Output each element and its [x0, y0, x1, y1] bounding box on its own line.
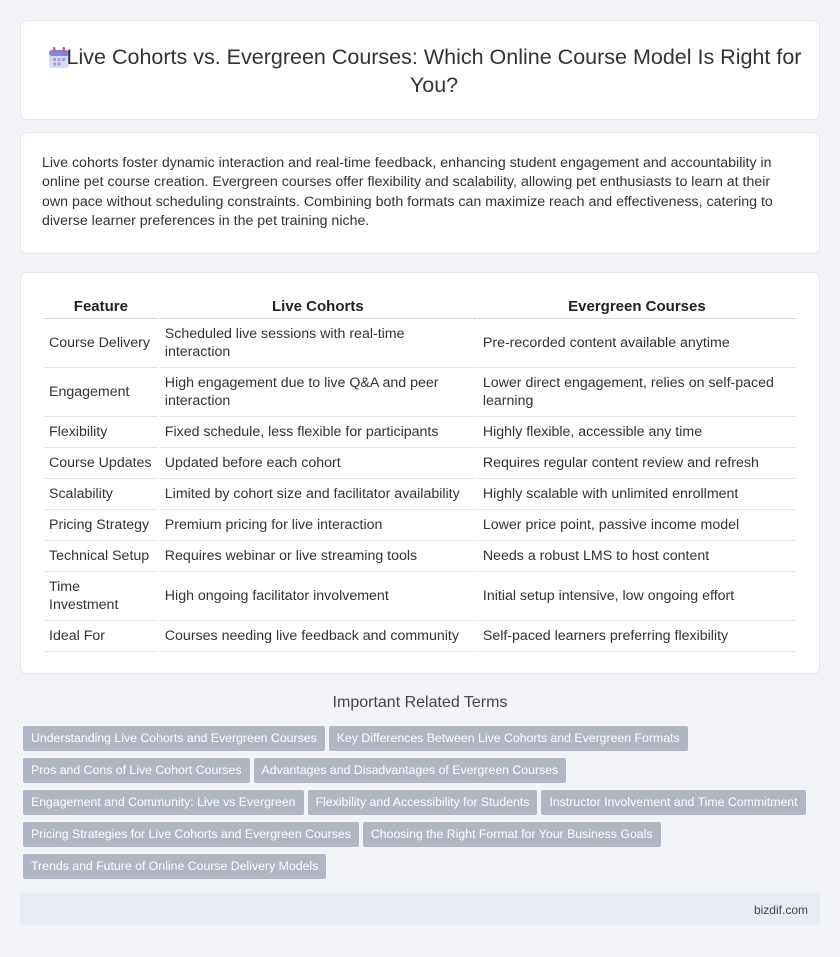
table-row: [44, 368, 796, 417]
tag-row: [23, 822, 813, 854]
related-term-tag[interactable]: Understanding Live Cohorts and Evergreen Courses: [23, 726, 325, 751]
table-row: [44, 319, 796, 368]
live-cohorts-cell: Courses needing live feedback and community: [160, 621, 476, 652]
feature-cell: Scalability: [44, 479, 158, 510]
evergreen-cell: Lower price point, passive income model: [478, 510, 796, 541]
evergreen-cell: Self-paced learners preferring flexibility: [478, 621, 796, 652]
related-term-tag[interactable]: Flexibility and Accessibility for Students: [308, 790, 538, 815]
table-row: [44, 448, 796, 479]
feature-cell: Time Investment: [44, 572, 158, 621]
evergreen-cell: Requires regular content review and refresh: [478, 448, 796, 479]
related-term-tag[interactable]: Pricing Strategies for Live Cohorts and Evergreen Courses: [23, 822, 359, 847]
intro-paragraph: Live cohorts foster dynamic interaction and real-time feedback, enhancing student engagement and accountability in online pet course creation. Evergreen courses offer flexibility and scalability, allowing pet enthusiasts to learn at their own pace without scheduling constraints. Combining both formats can maximize reach and effectiveness, catering to diverse learner preferences in the pet training niche.: [42, 155, 773, 230]
tag-row: [23, 758, 813, 790]
live-cohorts-cell: High engagement due to live Q&A and peer interaction: [160, 368, 476, 417]
tag-row: [23, 726, 813, 758]
related-term-tag[interactable]: Instructor Involvement and Time Commitment: [541, 790, 805, 815]
live-cohorts-cell: Updated before each cohort: [160, 448, 476, 479]
related-term-tag[interactable]: Key Differences Between Live Cohorts and Evergreen Formats: [329, 726, 688, 751]
table-row: [44, 510, 796, 541]
evergreen-cell: Highly flexible, accessible any time: [478, 417, 796, 448]
related-term-tag[interactable]: Engagement and Community: Live vs Evergreen: [23, 790, 304, 815]
comparison-table: [42, 295, 798, 652]
related-term-tag[interactable]: Pros and Cons of Live Cohort Courses: [23, 758, 250, 783]
header-evergreen-courses: Evergreen Courses: [478, 295, 796, 319]
evergreen-cell: Lower direct engagement, relies on self-paced learning: [478, 368, 796, 417]
tag-row: [23, 854, 813, 886]
related-term-tag[interactable]: Choosing the Right Format for Your Business Goals: [363, 822, 661, 847]
related-terms-list: [23, 726, 813, 886]
evergreen-cell: Pre-recorded content available anytime: [478, 319, 796, 368]
feature-cell: Technical Setup: [44, 541, 158, 572]
evergreen-cell: Needs a robust LMS to host content: [478, 541, 796, 572]
feature-cell: Flexibility: [44, 417, 158, 448]
tag-row: [23, 790, 813, 822]
live-cohorts-cell: High ongoing facilitator involvement: [160, 572, 476, 621]
comparison-card: [20, 272, 820, 674]
title-card: [20, 20, 820, 120]
live-cohorts-cell: Fixed schedule, less flexible for participants: [160, 417, 476, 448]
table-row: [44, 417, 796, 448]
page-title: Live Cohorts vs. Evergreen Courses: Which Online Course Model Is Right for You?: [66, 45, 802, 97]
header-live-cohorts: Live Cohorts: [160, 295, 476, 319]
table-row: [44, 572, 796, 621]
header-feature: Feature: [44, 295, 158, 319]
feature-cell: Course Delivery: [44, 319, 158, 368]
live-cohorts-cell: Limited by cohort size and facilitator availability: [160, 479, 476, 510]
table-row: [44, 621, 796, 652]
related-term-tag[interactable]: Advantages and Disadvantages of Evergreen Courses: [254, 758, 567, 783]
feature-cell: Engagement: [44, 368, 158, 417]
related-terms-heading: Important Related Terms: [332, 694, 508, 711]
live-cohorts-cell: Premium pricing for live interaction: [160, 510, 476, 541]
feature-cell: Ideal For: [44, 621, 158, 652]
related-term-tag[interactable]: Trends and Future of Online Course Delivery Models: [23, 854, 326, 879]
intro-card: [20, 132, 820, 254]
evergreen-cell: Highly scalable with unlimited enrollment: [478, 479, 796, 510]
evergreen-cell: Initial setup intensive, low ongoing effort: [478, 572, 796, 621]
live-cohorts-cell: Requires webinar or live streaming tools: [160, 541, 476, 572]
footer: [20, 893, 820, 926]
feature-cell: Pricing Strategy: [44, 510, 158, 541]
table-row: [44, 479, 796, 510]
feature-cell: Course Updates: [44, 448, 158, 479]
table-header-row: [44, 295, 796, 319]
table-row: [44, 541, 796, 572]
live-cohorts-cell: Scheduled live sessions with real-time interaction: [160, 319, 476, 368]
footer-site-link[interactable]: bizdif.com: [753, 903, 808, 917]
